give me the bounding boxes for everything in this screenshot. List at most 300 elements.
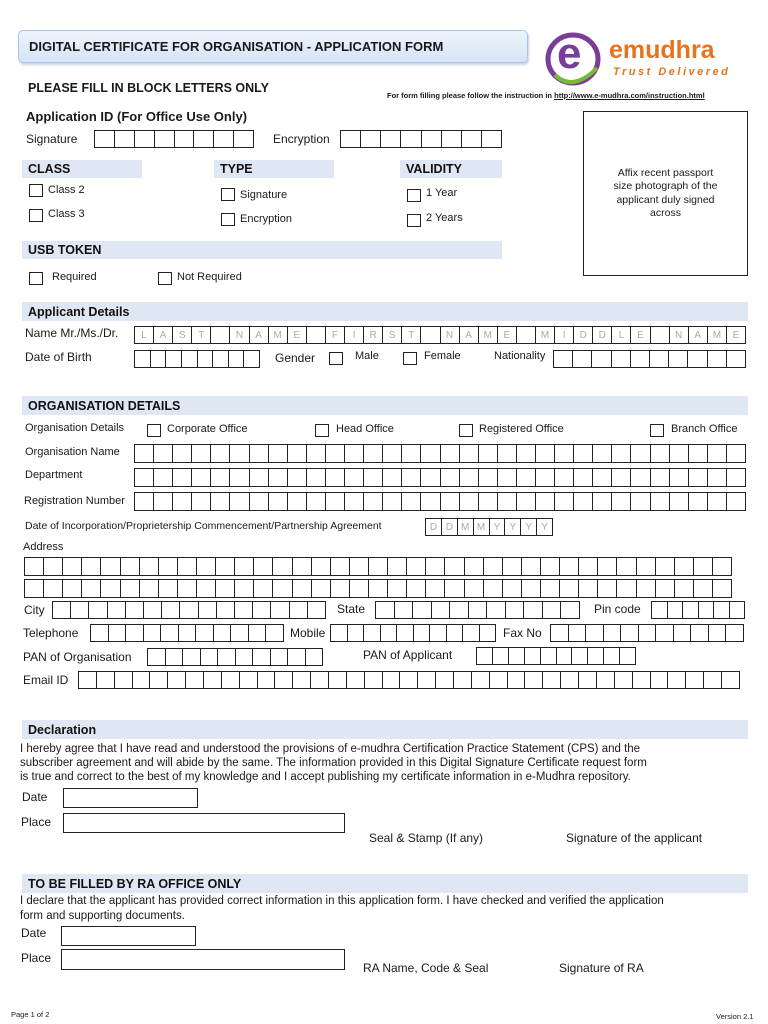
character-box[interactable] xyxy=(464,557,484,576)
character-box[interactable] xyxy=(650,671,669,689)
character-box[interactable] xyxy=(221,671,240,689)
character-box[interactable] xyxy=(516,326,536,344)
registration-boxes[interactable] xyxy=(134,492,746,511)
character-box[interactable]: M xyxy=(457,518,474,536)
character-box[interactable]: N xyxy=(229,326,249,344)
character-box[interactable] xyxy=(560,671,579,689)
character-box[interactable] xyxy=(203,671,222,689)
character-box[interactable] xyxy=(554,468,574,487)
character-box[interactable] xyxy=(229,468,249,487)
character-box[interactable] xyxy=(346,671,365,689)
character-box[interactable] xyxy=(167,671,186,689)
character-box[interactable] xyxy=(478,444,498,463)
character-box[interactable] xyxy=(713,601,730,619)
character-box[interactable] xyxy=(523,601,543,619)
character-box[interactable] xyxy=(505,601,525,619)
character-box[interactable] xyxy=(396,624,414,642)
character-box[interactable] xyxy=(100,557,120,576)
character-box[interactable] xyxy=(673,624,692,642)
incorporation-date-boxes[interactable] xyxy=(425,518,553,536)
character-box[interactable] xyxy=(307,601,326,619)
character-box[interactable] xyxy=(597,579,617,598)
character-box[interactable] xyxy=(306,326,326,344)
character-box[interactable] xyxy=(535,444,555,463)
character-box[interactable] xyxy=(712,579,732,598)
mobile-boxes[interactable] xyxy=(330,624,496,642)
character-box[interactable] xyxy=(729,601,746,619)
character-box[interactable] xyxy=(191,492,211,511)
character-box[interactable] xyxy=(592,492,612,511)
character-box[interactable] xyxy=(462,624,480,642)
character-box[interactable]: D xyxy=(573,326,593,344)
character-box[interactable] xyxy=(688,444,708,463)
character-box[interactable] xyxy=(535,492,555,511)
character-box[interactable] xyxy=(708,624,727,642)
character-box[interactable] xyxy=(253,579,273,598)
org-name-boxes[interactable] xyxy=(134,444,746,463)
character-box[interactable] xyxy=(196,579,216,598)
character-box[interactable] xyxy=(364,671,383,689)
character-box[interactable]: I xyxy=(554,326,574,344)
character-box[interactable] xyxy=(24,579,44,598)
character-box[interactable] xyxy=(90,624,109,642)
character-box[interactable] xyxy=(440,444,460,463)
character-box[interactable] xyxy=(363,444,383,463)
character-box[interactable] xyxy=(507,671,526,689)
character-box[interactable] xyxy=(158,557,178,576)
character-box[interactable] xyxy=(508,647,525,665)
character-box[interactable] xyxy=(229,492,249,511)
character-box[interactable] xyxy=(476,647,493,665)
class-2-checkbox[interactable] xyxy=(29,184,43,197)
character-box[interactable] xyxy=(94,130,115,148)
dob-boxes[interactable] xyxy=(134,350,260,368)
character-box[interactable] xyxy=(619,647,636,665)
character-box[interactable] xyxy=(542,601,562,619)
ra-place-field[interactable] xyxy=(61,949,345,970)
character-box[interactable]: I xyxy=(344,326,364,344)
character-box[interactable] xyxy=(630,468,650,487)
character-box[interactable] xyxy=(363,492,383,511)
usb-required-checkbox[interactable] xyxy=(29,272,43,285)
character-box[interactable] xyxy=(630,444,650,463)
character-box[interactable] xyxy=(212,350,229,368)
character-box[interactable] xyxy=(632,671,651,689)
character-box[interactable] xyxy=(43,579,63,598)
character-box[interactable] xyxy=(725,624,744,642)
character-box[interactable] xyxy=(669,492,689,511)
character-box[interactable] xyxy=(114,130,135,148)
character-box[interactable] xyxy=(611,350,631,368)
character-box[interactable] xyxy=(306,492,326,511)
character-box[interactable] xyxy=(195,624,214,642)
character-box[interactable] xyxy=(213,624,232,642)
character-box[interactable] xyxy=(636,579,656,598)
ra-date-field[interactable] xyxy=(61,926,196,946)
office-encryption-boxes[interactable] xyxy=(340,130,502,148)
character-box[interactable] xyxy=(143,624,162,642)
character-box[interactable] xyxy=(249,468,269,487)
character-box[interactable]: R xyxy=(363,326,383,344)
character-box[interactable] xyxy=(382,671,401,689)
character-box[interactable] xyxy=(249,444,269,463)
character-box[interactable] xyxy=(620,624,639,642)
character-box[interactable] xyxy=(330,624,348,642)
character-box[interactable] xyxy=(616,557,636,576)
character-box[interactable] xyxy=(230,624,249,642)
character-box[interactable]: S xyxy=(382,326,402,344)
address-line-2-boxes[interactable] xyxy=(24,579,732,598)
character-box[interactable]: A xyxy=(153,326,173,344)
character-box[interactable] xyxy=(328,671,347,689)
character-box[interactable] xyxy=(197,350,214,368)
character-box[interactable] xyxy=(650,326,670,344)
character-box[interactable] xyxy=(233,130,254,148)
character-box[interactable]: Y xyxy=(504,518,521,536)
character-box[interactable] xyxy=(78,671,97,689)
character-box[interactable] xyxy=(81,579,101,598)
character-box[interactable] xyxy=(62,557,82,576)
character-box[interactable] xyxy=(306,444,326,463)
character-box[interactable]: E xyxy=(726,326,746,344)
character-box[interactable] xyxy=(486,601,506,619)
character-box[interactable]: T xyxy=(191,326,211,344)
pan-applicant-boxes[interactable] xyxy=(476,647,636,665)
character-box[interactable] xyxy=(229,444,249,463)
character-box[interactable] xyxy=(573,468,593,487)
character-box[interactable] xyxy=(650,468,670,487)
character-box[interactable] xyxy=(440,492,460,511)
character-box[interactable] xyxy=(287,492,307,511)
character-box[interactable] xyxy=(638,624,657,642)
character-box[interactable] xyxy=(592,444,612,463)
character-box[interactable] xyxy=(453,671,472,689)
character-box[interactable] xyxy=(611,444,631,463)
character-box[interactable]: E xyxy=(287,326,307,344)
character-box[interactable] xyxy=(444,579,464,598)
character-box[interactable] xyxy=(257,671,276,689)
character-box[interactable] xyxy=(380,130,401,148)
character-box[interactable]: M xyxy=(707,326,727,344)
character-box[interactable] xyxy=(516,468,536,487)
character-box[interactable] xyxy=(344,468,364,487)
character-box[interactable] xyxy=(368,579,388,598)
character-box[interactable] xyxy=(253,557,273,576)
character-box[interactable] xyxy=(726,468,746,487)
character-box[interactable] xyxy=(483,557,503,576)
character-box[interactable] xyxy=(554,492,574,511)
character-box[interactable]: M xyxy=(473,518,490,536)
character-box[interactable] xyxy=(550,624,569,642)
character-box[interactable] xyxy=(630,350,650,368)
character-box[interactable] xyxy=(726,492,746,511)
character-box[interactable] xyxy=(382,468,402,487)
character-box[interactable] xyxy=(440,468,460,487)
character-box[interactable] xyxy=(177,579,197,598)
character-box[interactable] xyxy=(616,579,636,598)
character-box[interactable] xyxy=(132,671,151,689)
character-box[interactable] xyxy=(568,624,587,642)
character-box[interactable] xyxy=(182,648,201,666)
character-box[interactable] xyxy=(703,671,722,689)
character-box[interactable] xyxy=(243,350,260,368)
character-box[interactable]: M xyxy=(535,326,555,344)
character-box[interactable] xyxy=(669,468,689,487)
character-box[interactable] xyxy=(468,601,488,619)
character-box[interactable] xyxy=(417,671,436,689)
character-box[interactable] xyxy=(596,671,615,689)
character-box[interactable] xyxy=(429,624,447,642)
character-box[interactable] xyxy=(134,444,154,463)
character-box[interactable] xyxy=(380,624,398,642)
character-box[interactable] xyxy=(399,671,418,689)
character-box[interactable] xyxy=(578,671,597,689)
character-box[interactable] xyxy=(210,326,230,344)
character-box[interactable] xyxy=(289,601,308,619)
character-box[interactable] xyxy=(311,557,331,576)
character-box[interactable] xyxy=(597,557,617,576)
character-box[interactable] xyxy=(330,557,350,576)
character-box[interactable] xyxy=(497,468,517,487)
character-box[interactable] xyxy=(134,492,154,511)
character-box[interactable] xyxy=(274,671,293,689)
character-box[interactable] xyxy=(70,601,89,619)
character-box[interactable] xyxy=(412,601,432,619)
character-box[interactable]: Y xyxy=(536,518,553,536)
character-box[interactable] xyxy=(349,579,369,598)
character-box[interactable] xyxy=(325,444,345,463)
character-box[interactable] xyxy=(344,492,364,511)
character-box[interactable] xyxy=(726,350,746,368)
character-box[interactable] xyxy=(270,601,289,619)
character-box[interactable]: L xyxy=(611,326,631,344)
character-box[interactable] xyxy=(521,557,541,576)
instruction-link[interactable]: http://www.e-mudhra.com/instruction.html xyxy=(554,91,705,100)
character-box[interactable] xyxy=(165,648,184,666)
character-box[interactable] xyxy=(492,647,509,665)
character-box[interactable] xyxy=(614,671,633,689)
character-box[interactable] xyxy=(344,444,364,463)
character-box[interactable] xyxy=(578,557,598,576)
character-box[interactable] xyxy=(578,579,598,598)
character-box[interactable] xyxy=(707,350,727,368)
head-office-checkbox[interactable] xyxy=(315,424,329,437)
character-box[interactable] xyxy=(213,130,234,148)
character-box[interactable] xyxy=(721,671,740,689)
character-box[interactable] xyxy=(516,444,536,463)
character-box[interactable]: A xyxy=(688,326,708,344)
character-box[interactable] xyxy=(153,444,173,463)
character-box[interactable] xyxy=(88,601,107,619)
address-line-1-boxes[interactable] xyxy=(24,557,732,576)
character-box[interactable] xyxy=(655,579,675,598)
character-box[interactable] xyxy=(272,557,292,576)
character-box[interactable] xyxy=(96,671,115,689)
character-box[interactable] xyxy=(349,557,369,576)
character-box[interactable] xyxy=(210,468,230,487)
character-box[interactable] xyxy=(688,492,708,511)
character-box[interactable] xyxy=(139,557,159,576)
character-box[interactable] xyxy=(375,601,395,619)
character-box[interactable] xyxy=(571,647,588,665)
character-box[interactable] xyxy=(674,579,694,598)
character-box[interactable] xyxy=(179,601,198,619)
character-box[interactable] xyxy=(363,624,381,642)
character-box[interactable] xyxy=(400,130,421,148)
character-box[interactable] xyxy=(406,557,426,576)
character-box[interactable] xyxy=(196,557,216,576)
character-box[interactable]: D xyxy=(441,518,458,536)
character-box[interactable] xyxy=(636,557,656,576)
character-box[interactable] xyxy=(387,557,407,576)
character-box[interactable] xyxy=(553,350,573,368)
character-box[interactable] xyxy=(158,579,178,598)
character-box[interactable] xyxy=(177,557,197,576)
character-box[interactable] xyxy=(592,468,612,487)
email-boxes[interactable] xyxy=(78,671,740,689)
character-box[interactable] xyxy=(160,624,179,642)
character-box[interactable] xyxy=(210,444,230,463)
character-box[interactable] xyxy=(325,468,345,487)
character-box[interactable] xyxy=(461,130,482,148)
character-box[interactable] xyxy=(413,624,431,642)
character-box[interactable] xyxy=(368,557,388,576)
character-box[interactable] xyxy=(382,492,402,511)
character-box[interactable] xyxy=(420,444,440,463)
character-box[interactable] xyxy=(363,468,383,487)
character-box[interactable] xyxy=(81,557,101,576)
character-box[interactable] xyxy=(698,601,715,619)
character-box[interactable]: Y xyxy=(520,518,537,536)
character-box[interactable] xyxy=(431,601,451,619)
character-box[interactable] xyxy=(425,579,445,598)
character-box[interactable] xyxy=(707,444,727,463)
character-box[interactable] xyxy=(249,492,269,511)
character-box[interactable] xyxy=(268,492,288,511)
character-box[interactable]: D xyxy=(592,326,612,344)
character-box[interactable] xyxy=(311,579,331,598)
character-box[interactable] xyxy=(667,671,686,689)
character-box[interactable] xyxy=(483,579,503,598)
class-3-checkbox[interactable] xyxy=(29,209,43,222)
character-box[interactable] xyxy=(239,671,258,689)
character-box[interactable] xyxy=(650,492,670,511)
character-box[interactable] xyxy=(497,444,517,463)
character-box[interactable] xyxy=(524,671,543,689)
character-box[interactable] xyxy=(394,601,414,619)
character-box[interactable] xyxy=(125,601,144,619)
character-box[interactable]: Y xyxy=(489,518,506,536)
character-box[interactable] xyxy=(573,492,593,511)
character-box[interactable] xyxy=(420,468,440,487)
character-box[interactable] xyxy=(174,130,195,148)
character-box[interactable] xyxy=(24,557,44,576)
character-box[interactable] xyxy=(107,601,126,619)
character-box[interactable] xyxy=(478,492,498,511)
character-box[interactable]: M xyxy=(268,326,288,344)
character-box[interactable] xyxy=(630,492,650,511)
usb-not-required-checkbox[interactable] xyxy=(158,272,172,285)
character-box[interactable] xyxy=(444,557,464,576)
character-box[interactable] xyxy=(210,492,230,511)
character-box[interactable] xyxy=(668,350,688,368)
character-box[interactable] xyxy=(650,444,670,463)
character-box[interactable] xyxy=(573,444,593,463)
male-checkbox[interactable] xyxy=(329,352,343,365)
character-box[interactable] xyxy=(406,579,426,598)
character-box[interactable] xyxy=(540,647,557,665)
character-box[interactable] xyxy=(471,671,490,689)
character-box[interactable] xyxy=(554,444,574,463)
character-box[interactable] xyxy=(248,624,267,642)
character-box[interactable] xyxy=(270,648,289,666)
character-box[interactable] xyxy=(459,492,479,511)
character-box[interactable] xyxy=(287,468,307,487)
character-box[interactable] xyxy=(401,492,421,511)
character-box[interactable] xyxy=(685,671,704,689)
character-box[interactable] xyxy=(325,492,345,511)
character-box[interactable] xyxy=(559,579,579,598)
character-box[interactable] xyxy=(693,579,713,598)
character-box[interactable] xyxy=(252,601,271,619)
character-box[interactable] xyxy=(693,557,713,576)
character-box[interactable]: D xyxy=(425,518,442,536)
character-box[interactable] xyxy=(178,624,197,642)
character-box[interactable] xyxy=(603,624,622,642)
character-box[interactable] xyxy=(114,671,133,689)
character-box[interactable] xyxy=(560,601,580,619)
character-box[interactable] xyxy=(401,468,421,487)
nationality-boxes[interactable] xyxy=(553,350,746,368)
state-boxes[interactable] xyxy=(375,601,580,619)
character-box[interactable] xyxy=(603,647,620,665)
character-box[interactable] xyxy=(674,557,694,576)
character-box[interactable] xyxy=(464,579,484,598)
character-box[interactable] xyxy=(268,468,288,487)
character-box[interactable]: E xyxy=(497,326,517,344)
character-box[interactable] xyxy=(191,444,211,463)
character-box[interactable] xyxy=(425,557,445,576)
character-box[interactable] xyxy=(153,468,173,487)
character-box[interactable] xyxy=(535,468,555,487)
office-signature-boxes[interactable] xyxy=(94,130,254,148)
character-box[interactable] xyxy=(172,444,192,463)
registered-office-checkbox[interactable] xyxy=(459,424,473,437)
character-box[interactable]: A xyxy=(459,326,479,344)
telephone-boxes[interactable] xyxy=(90,624,284,642)
character-box[interactable] xyxy=(100,579,120,598)
character-box[interactable] xyxy=(387,579,407,598)
character-box[interactable]: L xyxy=(134,326,154,344)
character-box[interactable] xyxy=(161,601,180,619)
corporate-office-checkbox[interactable] xyxy=(147,424,161,437)
character-box[interactable] xyxy=(669,444,689,463)
fax-boxes[interactable] xyxy=(550,624,744,642)
type-signature-checkbox[interactable] xyxy=(221,188,235,201)
character-box[interactable] xyxy=(120,579,140,598)
character-box[interactable] xyxy=(556,647,573,665)
department-boxes[interactable] xyxy=(134,468,746,487)
female-checkbox[interactable] xyxy=(403,352,417,365)
character-box[interactable] xyxy=(43,557,63,576)
character-box[interactable] xyxy=(688,468,708,487)
character-box[interactable] xyxy=(347,624,365,642)
declaration-place-field[interactable] xyxy=(63,813,345,833)
character-box[interactable] xyxy=(149,671,168,689)
character-box[interactable] xyxy=(542,671,561,689)
character-box[interactable] xyxy=(234,601,253,619)
character-box[interactable] xyxy=(360,130,381,148)
